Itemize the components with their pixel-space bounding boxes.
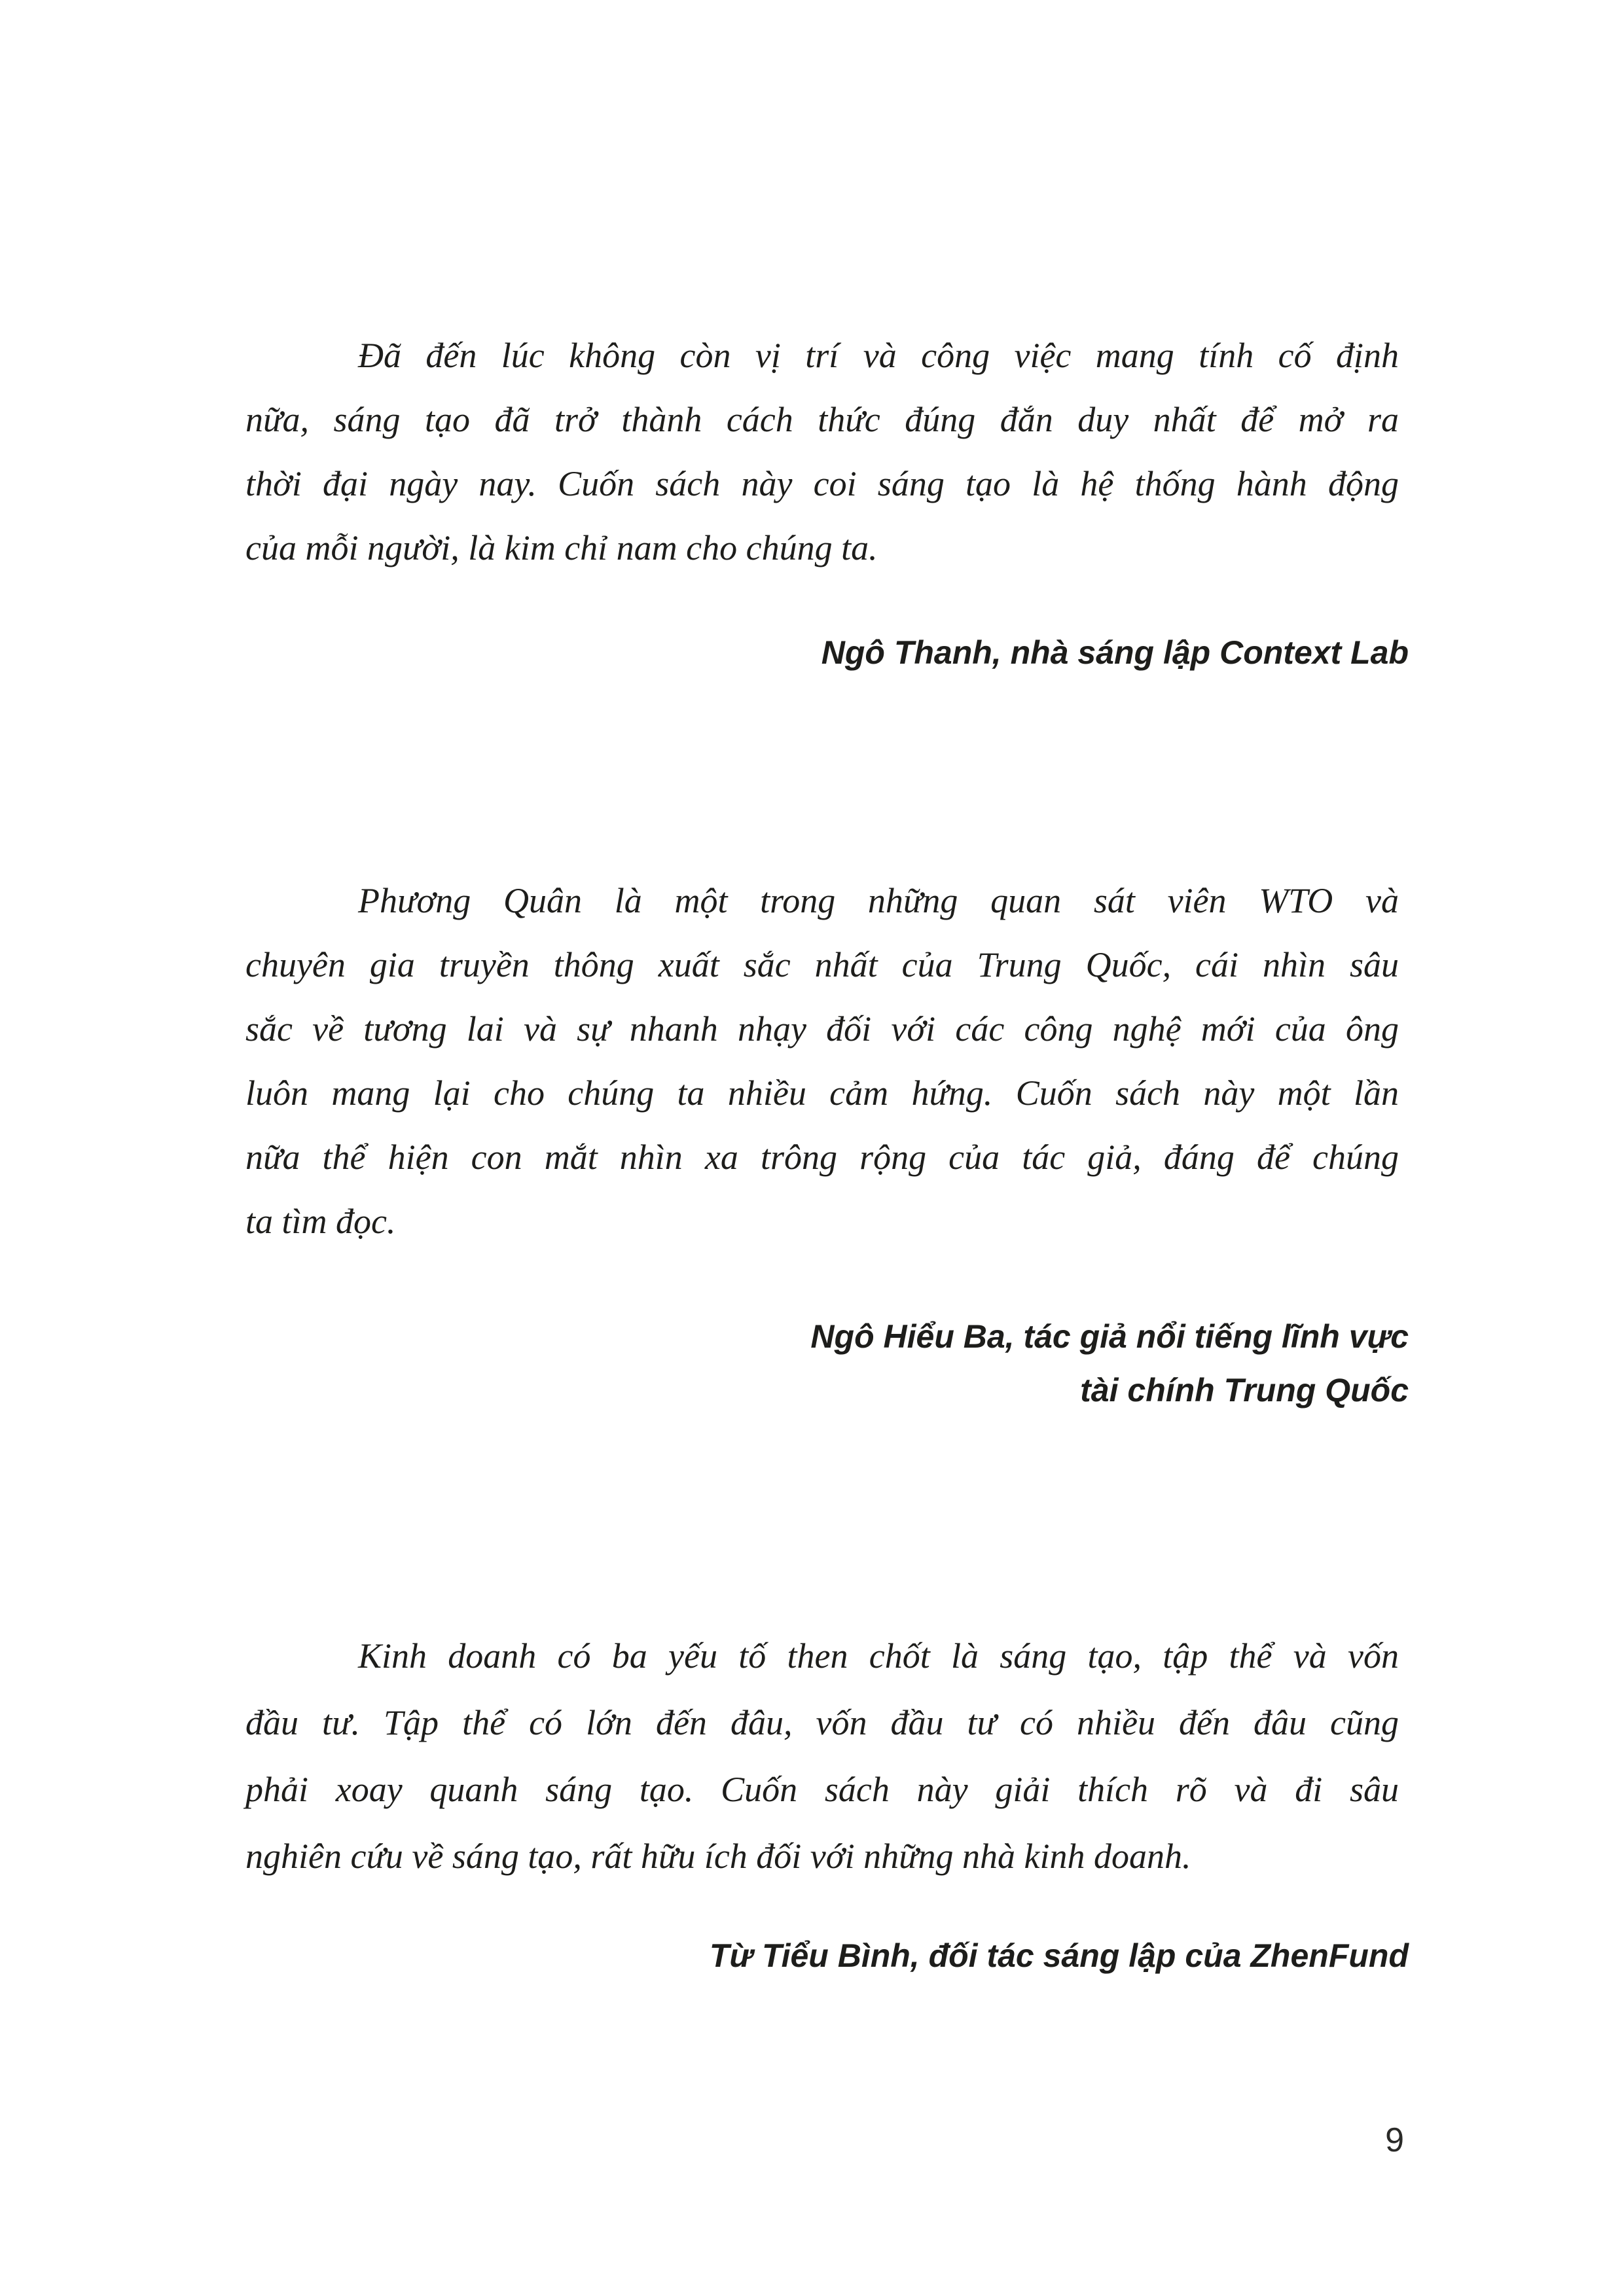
quote-line: Phương Quân là một trong những quan sát viên WTO và <box>358 881 1399 920</box>
quote-paragraph-2 <box>245 869 1399 1253</box>
quote-line: chuyên gia truyền thông xuất sắc nhất của Trung Quốc, cái nhìn sâu <box>245 945 1399 984</box>
quote-attribution-2 <box>245 1310 1409 1417</box>
quote-line: sắc về tương lai và sự nhanh nhạy đối với các công nghệ mới của ông <box>245 1009 1399 1049</box>
attribution-line: Ngô Hiểu Ba, tác giả nổi tiếng lĩnh vực <box>810 1318 1409 1355</box>
quote-line: luôn mang lại cho chúng ta nhiều cảm hứng. Cuốn sách này một lần <box>245 1073 1399 1113</box>
quote-attribution-3 <box>245 1936 1409 1975</box>
attribution-line: Ngô Thanh, nhà sáng lập Context Lab <box>821 634 1409 671</box>
quote-line: Kinh doanh có ba yếu tố then chốt là sáng tạo, tập thể và vốn <box>358 1636 1399 1676</box>
quote-line: ta tìm đọc. <box>245 1202 396 1241</box>
quote-line: của mỗi người, là kim chỉ nam cho chúng ta. <box>245 528 878 567</box>
quote-line: phải xoay quanh sáng tạo. Cuốn sách này giải thích rõ và đi sâu <box>245 1770 1399 1809</box>
quote-line: thời đại ngày nay. Cuốn sách này coi sáng tạo là hệ thống hành động <box>245 464 1399 503</box>
text-block <box>245 0 1409 2296</box>
attribution-line: Từ Tiểu Bình, đối tác sáng lập của ZhenFund <box>709 1937 1409 1974</box>
quote-line: nữa, sáng tạo đã trở thành cách thức đúng đắn duy nhất để mở ra <box>245 400 1399 439</box>
quote-paragraph-3 <box>245 1623 1399 1890</box>
quote-line: nữa thể hiện con mắt nhìn xa trông rộng của tác giả, đáng để chúng <box>245 1138 1399 1177</box>
attribution-line: tài chính Trung Quốc <box>1080 1372 1409 1408</box>
page-number: 9 <box>1385 2121 1404 2159</box>
quote-line: đầu tư. Tập thể có lớn đến đâu, vốn đầu tư có nhiều đến đâu cũng <box>245 1703 1399 1742</box>
quote-paragraph-1 <box>245 323 1399 580</box>
quote-attribution-1 <box>245 633 1409 672</box>
quote-line: nghiên cứu về sáng tạo, rất hữu ích đối với những nhà kinh doanh. <box>245 1837 1191 1876</box>
quote-line: Đã đến lúc không còn vị trí và công việc mang tính cố định <box>358 336 1399 375</box>
